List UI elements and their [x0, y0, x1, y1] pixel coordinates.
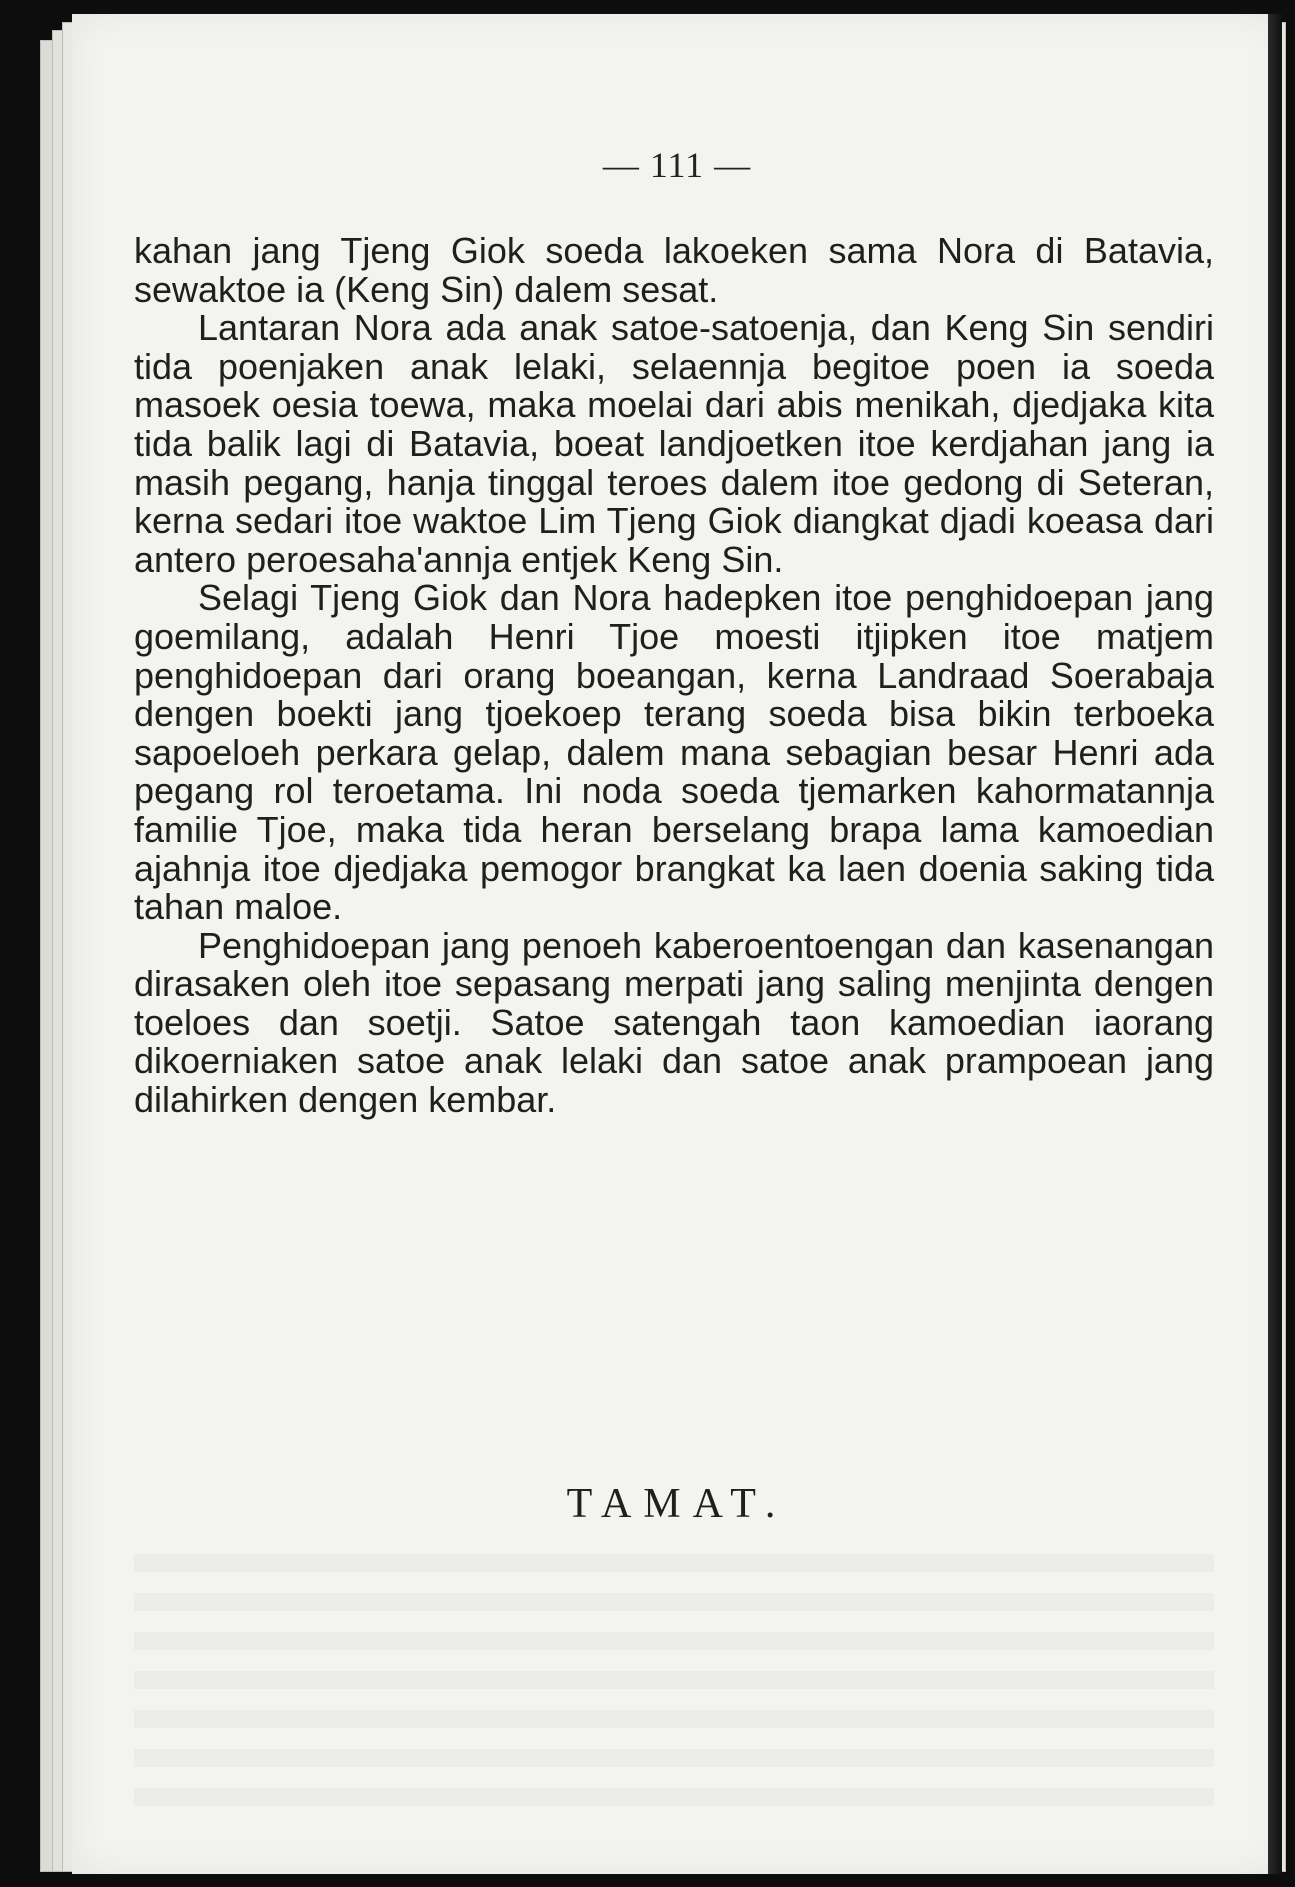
paragraph: Selagi Tjeng Giok dan Nora hadepken itoe penghidoepan jang goemilang, adalah Henri Tjoe moesti itjipken itoe matjem penghidoepan dari orang boeangan, kerna Landraad Soerabaja dengen boekti jang tjoekoep terang soeda bisa bikin terboeka sapoeloeh perkara gelap, dalem mana sebagian besar Henri ada pegang rol teroetama. Ini noda soeda tjemarken kahormatannja familie Tjoe, maka tida heran berselang brapa lama kamoedian ajahnja itoe djedjaka pemogor brangkat ka laen doenia saking tida tahan maloe. — [134, 577, 1214, 928]
paragraph: Lantaran Nora ada anak satoe-satoenja, dan Keng Sin sendiri tida poenjaken anak lelaki, selaennja begitoe poen ia soeda masoek oesia toewa, maka moelai dari abis menikah, djedjaka kita tida balik lagi di Batavia, boeat landjoetken itoe kerdjahan jang ia masih pegang, hanja tinggal teroes dalem itoe gedong di Seteran, kerna sedari itoe waktoe Lim Tjeng Giok diangkat djadi koeasa dari antero peroesaha'annja entjek Keng Sin. — [134, 307, 1214, 580]
page-number: — 111 — — [602, 145, 752, 185]
body-text — [134, 232, 1214, 1120]
paragraph: kahan jang Tjeng Giok soeda lakoeken sama Nora di Batavia, sewaktoe ia (Keng Sin) dalem sesat. — [134, 230, 1214, 310]
paragraph: Penghidoepan jang penoeh kaberoentoengan dan kasenangan dirasaken oleh itoe sepasang merpati jang saling menjinta dengen toeloes dan soetji. Satoe satengah taon kamoedian iaorang dikoerniaken satoe anak lelaki dan satoe anak prampoean jang dilahirken dengen kembar. — [134, 924, 1214, 1121]
book-spine-shadow — [1268, 14, 1282, 1874]
show-through-text — [134, 1554, 1214, 1814]
ending-mark: TAMAT. — [566, 1481, 788, 1527]
book-page — [72, 14, 1282, 1874]
